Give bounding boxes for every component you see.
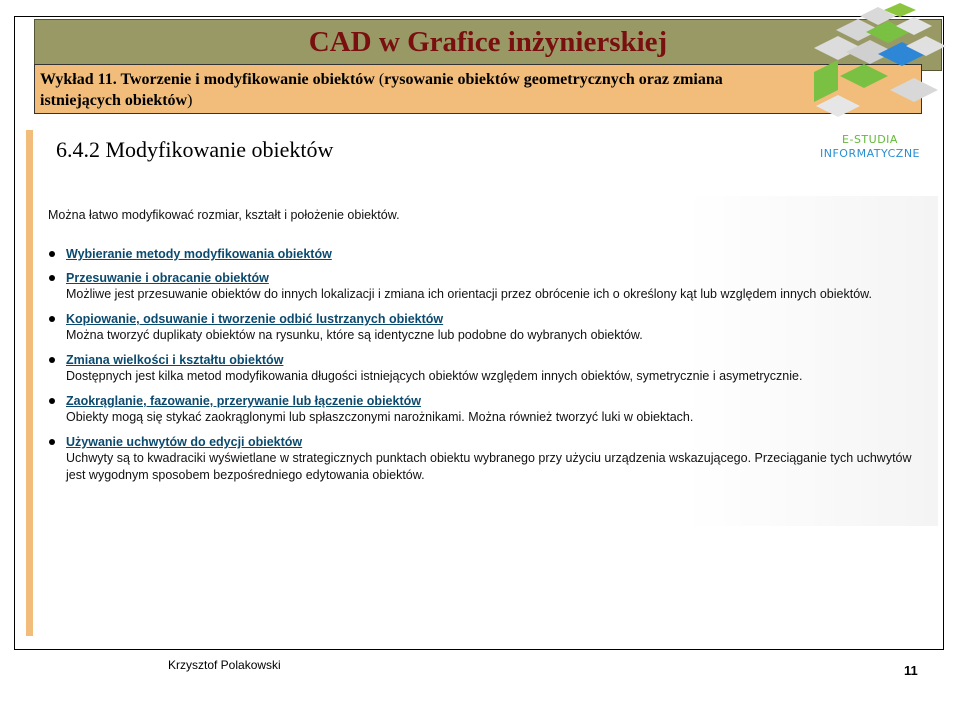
list-item (48, 270, 928, 303)
lecture-subtitle-part1: Wykład 11. Tworzenie i modyfikowanie obiektów (40, 71, 379, 88)
list-item (48, 246, 928, 262)
item-description: Uchwyty są to kwadraciki wyświetlane w strategicznych punktach obiektu wybranego przy użyciu urządzenia wskazującego. Przeciąganie tych uchwytów jest wygodnym sposobem bezpośredniego edytowania obiektów. (66, 451, 912, 482)
lecture-subtitle (40, 69, 800, 111)
list-item (48, 352, 928, 385)
content-panel (40, 196, 938, 526)
item-description: Można tworzyć duplikaty obiektów na rysunku, które są identyczne lub podobne do wybranych obiektów. (66, 328, 643, 342)
bullet-icon (49, 275, 55, 281)
link-selecting-method[interactable]: Wybieranie metody modyfikowania obiektów (66, 247, 332, 261)
lecture-paren-close: ) (187, 92, 193, 109)
logo-caption (812, 133, 928, 161)
list-item (48, 311, 928, 344)
left-accent-stripe (26, 130, 33, 636)
logo-tiles (814, 3, 946, 117)
bullet-icon (49, 316, 55, 322)
list-item (48, 393, 928, 426)
intro-text: Można łatwo modyfikować rozmiar, kształt i położenie obiektów. (48, 208, 400, 222)
link-grips-editing[interactable]: Używanie uchwytów do edycji obiektów (66, 435, 303, 449)
lecture-paren-open: ( (378, 71, 385, 88)
link-resize-reshape[interactable]: Zmiana wielkości i kształtu obiektów (66, 353, 284, 367)
section-heading: 6.4.2 Modyfikowanie obiektów (56, 137, 334, 162)
bullet-icon (49, 251, 55, 257)
bullet-icon (49, 398, 55, 404)
bullet-icon (49, 357, 55, 363)
logo-line2: INFORMATYCZNE (820, 147, 920, 160)
item-description: Dostępnych jest kilka metod modyfikowania długości istniejących obiektów względem innych obiektów, symetrycznie i asymetrycznie. (66, 369, 803, 383)
item-description: Możliwe jest przesuwanie obiektów do innych lokalizacji i zmiana ich orientacji przez obrócenie ich o określony kąt lub względem innych obiektów. (66, 287, 872, 301)
link-fillet-chamfer-break-join[interactable]: Zaokrąglanie, fazowanie, przerywanie lub łączenie obiektów (66, 394, 421, 408)
slide-title: CAD w Grafice inżynierskiej (308, 26, 668, 58)
lecture-subtitle-part2: rysowanie obiektów geometrycznych oraz zmiana istniejących obiektów (40, 71, 723, 109)
lecture-subtitle-bar (34, 64, 922, 114)
link-copy-offset-mirror[interactable]: Kopiowanie, odsuwanie i tworzenie odbić lustrzanych obiektów (66, 312, 444, 326)
footer-author: Krzysztof Polakowski (168, 658, 281, 672)
list-item (48, 434, 928, 484)
link-move-rotate[interactable]: Przesuwanie i obracanie obiektów (66, 271, 269, 285)
topic-list (48, 246, 928, 492)
logo-line1: E-STUDIA (842, 133, 898, 146)
page-number: 11 (904, 663, 918, 678)
item-description: Obiekty mogą się stykać zaokrąglonymi lub spłaszczonymi narożnikami. Można również tworzyć luki w obiektach. (66, 410, 694, 424)
bullet-icon (49, 439, 55, 445)
e-studia-logo-icon (808, 0, 948, 125)
